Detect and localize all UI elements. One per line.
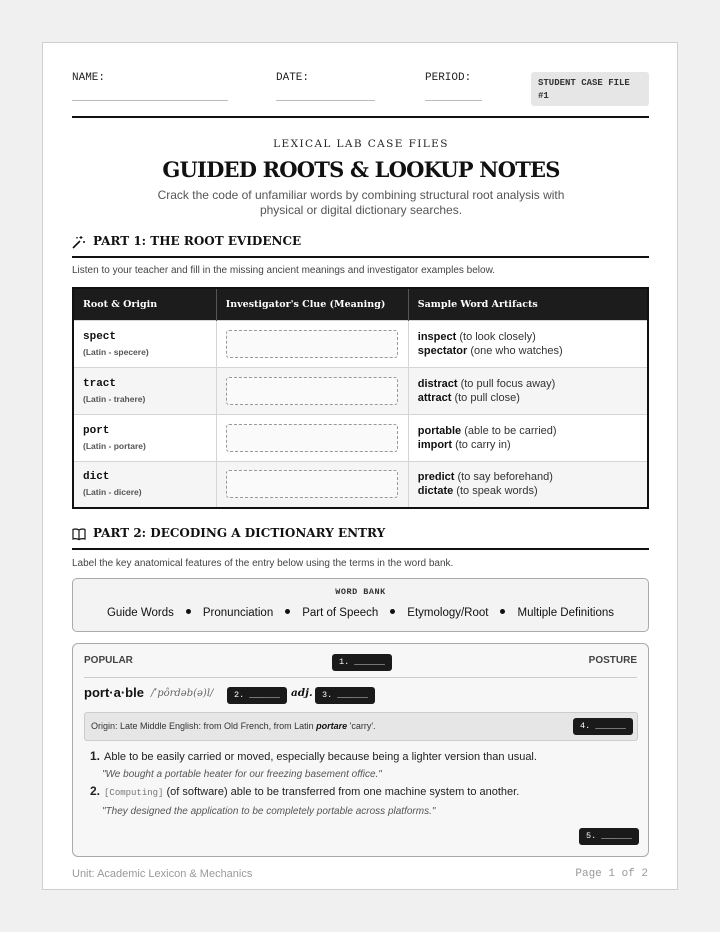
example-word: portable [417, 424, 462, 437]
table-row [73, 320, 648, 367]
bank-term: Multiple Definitions [517, 607, 614, 619]
meaning-blank-input[interactable] [226, 424, 398, 452]
example-quote-1: "We bought a portable heater for our freezing basement office." [102, 769, 382, 780]
part2-heading [72, 526, 649, 550]
date-label: DATE: [276, 72, 310, 84]
etymology-text: Origin: Late Middle English: from Old French, from Latin [91, 721, 317, 731]
part1-instruction: Listen to your teacher and fill in the missing ancient meanings and investigator examples below. [72, 265, 496, 276]
example-word: distract [417, 377, 458, 390]
column-header: Root & Origin [73, 288, 216, 320]
table-row [73, 414, 648, 461]
magic-wand-icon [72, 235, 86, 249]
bullet-icon [186, 609, 191, 614]
word-bank [72, 578, 649, 632]
definition-text: (of software) able to be transferred from one machine system to another. [166, 786, 520, 798]
example-definition: (to speak words) [456, 485, 538, 498]
word-bank-title: WORD BANK [335, 587, 386, 597]
example-word: inspect [417, 330, 457, 343]
dictionary-entry [72, 643, 649, 857]
part2-title: PART 2: DECODING A DICTIONARY ENTRY [93, 526, 386, 540]
worksheet-page [42, 42, 678, 890]
example-definition: (able to be carried) [464, 424, 557, 437]
label-tag-1[interactable]: 1. ______ [332, 654, 392, 671]
example-definition: (to say beforehand) [457, 471, 553, 484]
example-word: import [417, 438, 452, 451]
example-word: attract [417, 391, 452, 404]
name-line[interactable] [72, 100, 228, 101]
name-field[interactable] [72, 72, 105, 84]
date-field[interactable] [276, 72, 309, 84]
period-field[interactable] [425, 72, 471, 84]
meaning-cell [216, 320, 408, 367]
example-definition: (to pull close) [454, 391, 520, 404]
meaning-cell [216, 461, 408, 508]
definition-2 [90, 784, 519, 798]
page-subtitle: Crack the code of unfamiliar words by combining structural root analysis with physical or digital dictionary searches. [157, 188, 565, 217]
part1-title: PART 1: THE ROOT EVIDENCE [93, 234, 302, 248]
column-header: Investigator's Clue (Meaning) [216, 288, 408, 320]
bullet-icon [390, 609, 395, 614]
meaning-cell [216, 414, 408, 461]
table-row [73, 367, 648, 414]
root-origin: (Latin - portare) [83, 440, 146, 451]
root-origin: (Latin - specere) [83, 346, 149, 357]
bank-term: Pronunciation [202, 607, 274, 619]
example-word: dictate [417, 485, 454, 498]
root-cell [73, 367, 216, 414]
headword: port·a·ble [84, 685, 144, 700]
series-kicker: LEXICAL LAB CASE FILES [273, 138, 449, 150]
column-header: Sample Word Artifacts [408, 288, 648, 320]
table-header-row [73, 288, 648, 320]
bullet-icon [500, 609, 505, 614]
root-origin: (Latin - dicere) [83, 487, 142, 498]
root-word: dict [83, 471, 110, 484]
footer-page-number: Page 1 of 2 [575, 868, 648, 880]
header-divider [72, 116, 649, 118]
guide-word-right: POSTURE [588, 655, 637, 666]
etymology-root: portare [316, 721, 348, 731]
label-tag-3[interactable]: 3. ______ [315, 687, 375, 704]
guide-word-left: POPULAR [84, 655, 133, 666]
part-of-speech: adj. [291, 687, 313, 699]
date-line[interactable] [276, 100, 375, 101]
root-word: port [83, 424, 110, 437]
footer-unit: Unit: Academic Lexicon & Mechanics [72, 868, 253, 880]
label-tag-5[interactable]: 5. ______ [579, 828, 639, 845]
examples-cell [408, 367, 648, 414]
meaning-cell [216, 367, 408, 414]
meaning-blank-input[interactable] [226, 330, 398, 358]
example-definition: (to carry in) [455, 438, 511, 451]
etymology-meaning: 'carry'. [347, 721, 376, 731]
example-definition: (to pull focus away) [460, 377, 556, 390]
root-origin: (Latin - trahere) [83, 393, 146, 404]
example-quote-2: "They designed the application to be completely portable across platforms." [102, 806, 436, 817]
bank-term: Part of Speech [302, 607, 379, 619]
part1-heading [72, 234, 649, 258]
root-table [72, 287, 649, 509]
etymology-box [84, 712, 638, 741]
root-cell [73, 461, 216, 508]
student-header [72, 72, 649, 132]
meaning-blank-input[interactable] [226, 377, 398, 405]
period-label: PERIOD: [425, 72, 472, 84]
page-title: GUIDED ROOTS & LOOKUP NOTES [162, 157, 560, 182]
definition-text: Able to be easily carried or moved, especially because being a lighter version than usual. [104, 751, 537, 763]
bank-term: Guide Words [106, 607, 174, 619]
case-file-badge: STUDENT CASE FILE #1 [531, 72, 649, 106]
pronunciation: /ˈpôrdəb(ə)l/ [151, 688, 214, 699]
name-label: NAME: [72, 72, 106, 84]
examples-cell [408, 414, 648, 461]
examples-cell [408, 461, 648, 508]
root-cell [73, 320, 216, 367]
label-tag-2[interactable]: 2. ______ [227, 687, 287, 704]
usage-marker: [Computing] [104, 788, 164, 798]
guide-divider [84, 677, 637, 678]
bank-term: Etymology/Root [407, 607, 489, 619]
example-word: predict [417, 471, 455, 484]
definition-number: 2. [90, 784, 101, 798]
root-word: tract [83, 377, 117, 390]
examples-cell [408, 320, 648, 367]
meaning-blank-input[interactable] [226, 470, 398, 498]
bullet-icon [285, 609, 290, 614]
root-cell [73, 414, 216, 461]
root-word: spect [83, 330, 117, 343]
part2-instruction: Label the key anatomical features of the entry below using the terms in the word bank. [72, 558, 454, 569]
example-definition: (one who watches) [470, 344, 563, 357]
example-definition: (to look closely) [459, 330, 536, 343]
definition-1 [90, 749, 537, 763]
label-tag-4[interactable]: 4. ______ [573, 718, 633, 735]
definition-number: 1. [90, 749, 101, 763]
period-line[interactable] [425, 100, 482, 101]
table-row [73, 461, 648, 508]
word-bank-terms [73, 607, 648, 619]
open-book-icon [72, 527, 86, 541]
example-word: spectator [417, 344, 468, 357]
